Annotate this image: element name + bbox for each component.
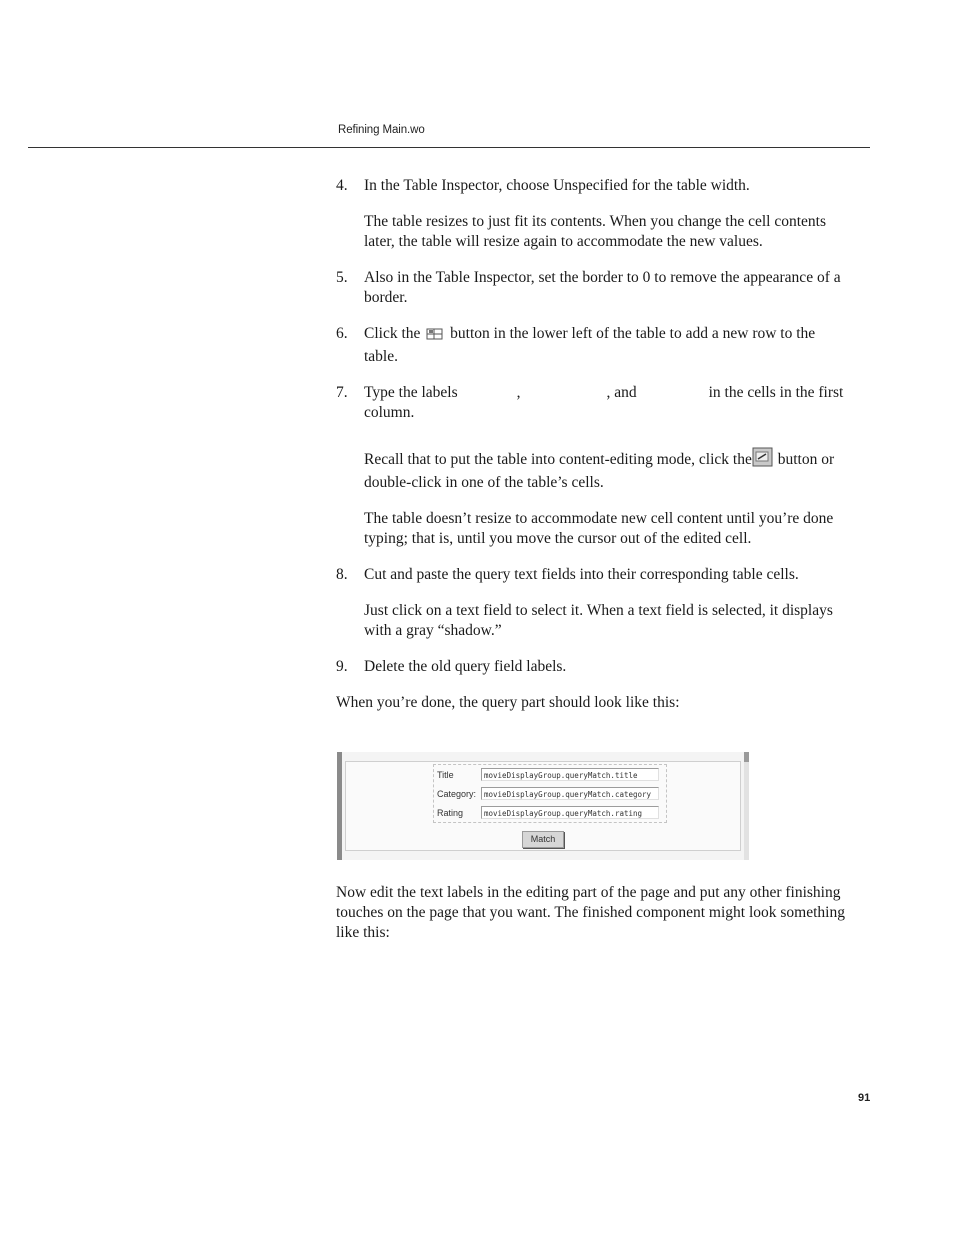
step-6 bbox=[336, 324, 846, 367]
rating-label: Rating bbox=[437, 807, 464, 818]
header-rule bbox=[28, 147, 870, 148]
step-text: button in the lower left of the table to add a new row to the table. bbox=[364, 325, 816, 365]
scrollbar-thumb[interactable] bbox=[744, 752, 749, 762]
step-5 bbox=[336, 268, 846, 308]
step-note: The table resizes to just fit its contents. When you change the cell contents later, the table will resize again to accommodate the new values. bbox=[364, 213, 826, 250]
step-text: Type the labels bbox=[364, 384, 458, 401]
title-field[interactable]: movieDisplayGroup.queryMatch.title bbox=[481, 768, 659, 781]
step-4 bbox=[336, 176, 846, 196]
step-text: in the cells in the first column. bbox=[364, 384, 844, 421]
step-7 bbox=[336, 383, 846, 423]
table-row bbox=[434, 784, 666, 803]
query-table bbox=[433, 764, 667, 823]
step-text: , and bbox=[606, 384, 637, 401]
step-9 bbox=[336, 657, 846, 677]
note-text: button or double-click in one of the table’s cells. bbox=[364, 451, 835, 491]
step-text: Also in the Table Inspector, set the border to 0 to remove the appearance of a border. bbox=[364, 269, 841, 306]
step-text: Delete the old query field labels. bbox=[364, 658, 567, 675]
running-head: Refining Main.wo bbox=[338, 124, 425, 136]
match-button[interactable]: Match bbox=[522, 831, 564, 848]
step-8 bbox=[336, 565, 846, 585]
figure-intro: When you’re done, the query part should look like this: bbox=[336, 694, 680, 711]
closing-paragraph: Now edit the text labels in the editing part of the page and put any other finishing touches on the page that you want. The finished component might look something like this: bbox=[336, 884, 845, 941]
category-label: Category: bbox=[437, 788, 477, 799]
scrollbar[interactable] bbox=[744, 752, 749, 860]
edit-content-icon bbox=[752, 447, 774, 473]
step-number: 7. bbox=[336, 384, 348, 401]
step-note: The table doesn’t resize to accommodate new cell content until you’re done typing; that is, until you move the cursor out of the edited cell. bbox=[364, 510, 834, 547]
step-text: , bbox=[516, 384, 521, 401]
note-text: Recall that to put the table into content-editing mode, click the bbox=[364, 451, 752, 468]
add-row-icon bbox=[424, 327, 446, 347]
body-text bbox=[336, 176, 846, 729]
table-row bbox=[434, 803, 666, 822]
step-number: 4. bbox=[336, 177, 348, 194]
step-text: Click the bbox=[364, 325, 421, 342]
form-panel bbox=[345, 761, 741, 851]
window-edge bbox=[337, 752, 342, 860]
category-field[interactable]: movieDisplayGroup.queryMatch.category bbox=[481, 787, 659, 800]
page-number: 91 bbox=[858, 1092, 871, 1104]
step-number: 5. bbox=[336, 269, 348, 286]
table-row bbox=[434, 765, 666, 784]
step-note bbox=[336, 447, 846, 493]
rating-field[interactable]: movieDisplayGroup.queryMatch.rating bbox=[481, 806, 659, 819]
title-label: Title bbox=[437, 769, 454, 780]
step-number: 6. bbox=[336, 325, 348, 342]
step-text: Cut and paste the query text fields into their corresponding table cells. bbox=[364, 566, 799, 583]
step-number: 9. bbox=[336, 658, 348, 675]
step-text: In the Table Inspector, choose Unspecified for the table width. bbox=[364, 177, 750, 194]
step-number: 8. bbox=[336, 566, 348, 583]
step-note: Just click on a text field to select it. When a text field is selected, it displays with a gray “shadow.” bbox=[364, 602, 833, 639]
query-form-screenshot bbox=[337, 752, 749, 860]
